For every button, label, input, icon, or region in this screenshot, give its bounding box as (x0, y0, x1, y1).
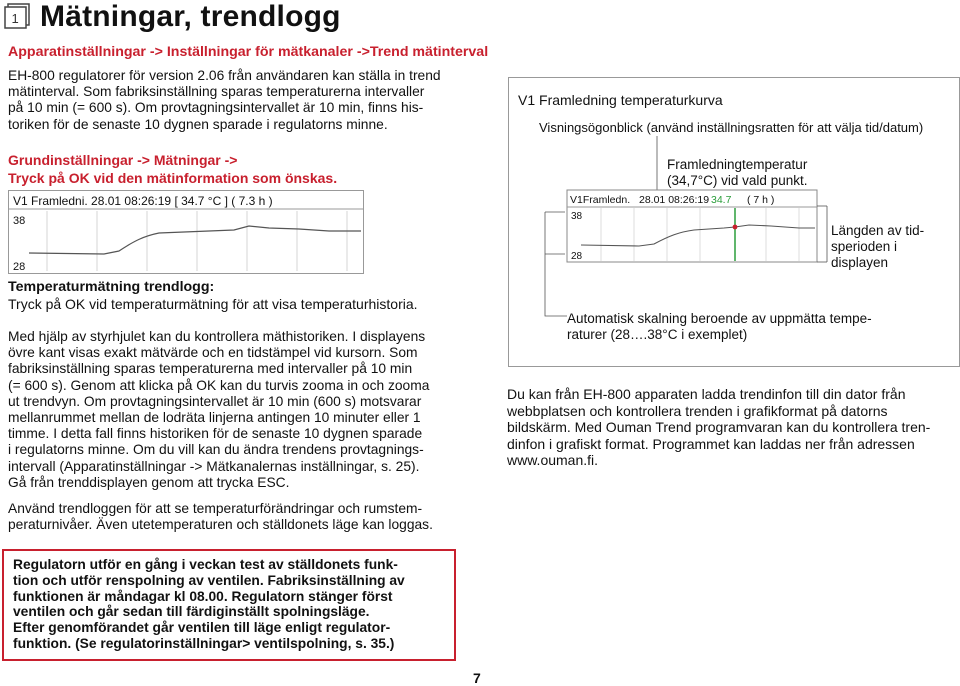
use-line: Använd trendloggen för att se temperaturförändringar och rumstem- (8, 501, 423, 516)
body-line: Med hjälp av styrhjulet kan du kontrollera mäthistoriken. I displayens (8, 329, 426, 344)
valve-line: tion och utför renspolning av ventilen. Fabriksinställning av (13, 572, 405, 588)
valve-line: Efter genomförandet går ventilen till läge enligt regulator- (13, 620, 391, 636)
callout-period-line: displayen (831, 255, 889, 270)
intro-line: EH-800 regulatorer för version 2.06 från användaren kan ställa in trend (8, 68, 441, 83)
intro-line: på 10 min (= 600 s). Om provtagningsintervallet är 10 min, finns his- (8, 100, 424, 116)
diagram-subheading: Visningsögonblick (använd inställningsratten för att välja tid/datum) (539, 120, 924, 135)
callout-period-line: Längden av tid- (831, 223, 925, 238)
body-line: i regulatorns minne. Om du vill kan du ändra trendens provtagnings- (8, 442, 424, 458)
trend-usage-note (8, 501, 433, 533)
cursor-marker (733, 225, 738, 230)
valve-line: Regulatorn utför en gång i veckan test av ställdonets funk- (13, 557, 398, 572)
download-line: webbplatsen och kontrollera trenden i grafikformat på datorns (507, 402, 888, 419)
display-y-top: 38 (13, 215, 26, 227)
trend-description (8, 329, 429, 491)
mini-display-y-top: 38 (571, 211, 583, 222)
body-line: ut trendvyn. Om provtagningsintervallet är 10 min (600 s) motsvarar (8, 393, 422, 409)
diagram-heading: V1 Framledning temperaturkurva (518, 92, 723, 108)
breadcrumb: Apparatinställningar -> Inställningar för mätkanaler ->Trend mätinterval (8, 44, 489, 60)
callout-temperature-line: Framledningtemperatur (667, 157, 808, 172)
body-line: fabriksinställning sparas temperaturerna med intervaller på 10 min (8, 361, 413, 377)
download-line: dinfon i grafiskt format. Programmet kan laddas ner från adressen (507, 435, 915, 452)
trend-display-small (8, 190, 364, 274)
temperature-trend-instruction: Tryck på OK vid temperaturmätning för att visa temperaturhistoria. (8, 296, 418, 312)
mini-display-value: 34.7 (711, 194, 732, 206)
temperature-trend-heading: Temperaturmätning trendlogg: (8, 279, 215, 295)
body-line: övre kant visas exakt mätvärde och en tidstämpel vid kursorn. Som (8, 345, 418, 361)
download-line: www.ouman.fi. (507, 452, 599, 468)
mini-display-y-bottom: 28 (571, 251, 583, 262)
callout-scale-line: Automatisk skalning beroende av uppmätta tempe- (567, 311, 872, 326)
body-line: mellanrummet mellan de lodräta linjerna antingen 10 minuter eller 1 (8, 410, 421, 426)
page-title: Mätningar, trendlogg (40, 0, 341, 33)
page-number-icon (4, 3, 30, 29)
body-line: Gå från trenddisplayen genom att trycka ESC. (8, 474, 290, 490)
mini-display-hours: ( 7 h ) (747, 194, 775, 206)
mini-display-name: V1Framledn. (570, 194, 631, 206)
intro-paragraph (8, 68, 441, 133)
callout-temperature-line: (34,7°C) vid vald punkt. (667, 173, 808, 188)
download-info (507, 386, 930, 469)
basic-settings-instruction (8, 151, 337, 187)
trend-curve-diagram (508, 77, 960, 367)
download-line: bildskärm. Med Ouman Trend programvaran kan du kontrollera tren- (507, 419, 931, 435)
basic-settings-line: Grundinställningar -> Mätningar -> (8, 152, 238, 168)
callout-scale-line: raturer (28….38°C i exemplet) (567, 327, 748, 342)
mini-display-datetime: 28.01 08:26:19 (639, 194, 710, 206)
valve-line: funktion. (Se regulatorinställningar> ventilspolning, s. 35.) (13, 635, 395, 651)
body-line: (= 600 s). Genom att klicka på OK kan du turvis zooma in och zooma (8, 377, 430, 393)
intro-line: toriken för de senaste 10 dygnen sparade i regulatorns minne. (8, 116, 388, 132)
valve-line: funktionen är måndagar kl 08.00. Regulatorn stänger först (13, 588, 393, 604)
display-header: V1 Framledni. 28.01 08:26:19 [ 34.7 °C ] ( 7.3 h ) (13, 194, 273, 208)
page-number: 7 (473, 670, 481, 686)
download-line: Du kan från EH-800 apparaten ladda trendinfon till din dator från (507, 386, 906, 402)
use-line: peraturnivåer. Även utetemperaturen och ställdonets läge kan loggas. (8, 517, 433, 533)
display-y-bottom: 28 (13, 261, 26, 273)
basic-settings-line: Tryck på OK vid den mätinformation som önskas. (8, 170, 338, 186)
valve-line: ventilen och går sedan till färdiginställt spolningsläge. (13, 604, 370, 620)
intro-line: mätinterval. Som fabriksinställning sparas temperaturerna intervaller (8, 84, 425, 100)
body-line: intervall (Apparatinställningar -> Mätkanalernas inställningar, s. 25). (8, 458, 420, 474)
valve-flush-notice (2, 549, 456, 661)
body-line: timme. I detta fall finns historiken för de senaste 10 dygnen sparade (8, 426, 423, 442)
page-icon-label: 1 (11, 11, 19, 26)
callout-period-line: sperioden i (831, 239, 898, 254)
